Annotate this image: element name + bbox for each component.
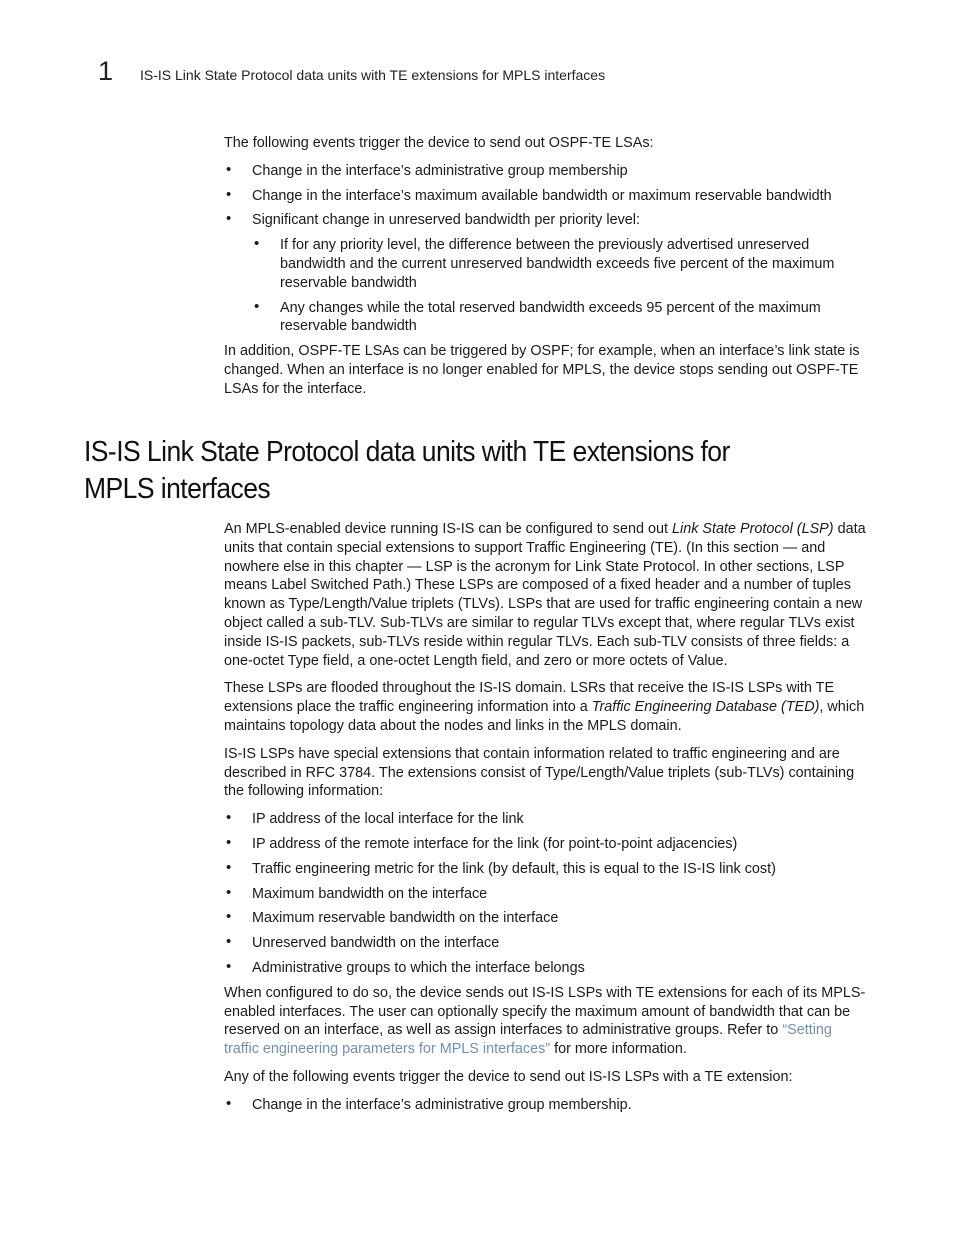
list-item: • Change in the interface’s administrative group membership [224, 162, 870, 181]
ospf-closing-paragraph: In addition, OSPF-TE LSAs can be triggered by OSPF; for example, when an interface’s link state is changed. When an interface is no longer enabled for MPLS, the device stops sending out OSPF-TE LSAs for the interface. [224, 343, 860, 397]
list-item-text: Significant change in unreserved bandwidth per priority level: [252, 212, 640, 229]
priority-level-sublist [252, 236, 870, 336]
isis-te-block [224, 520, 870, 1121]
list-item: • Administrative groups to which the interface belongs [224, 959, 870, 978]
list-item: • Maximum bandwidth on the interface [224, 885, 870, 904]
isis-events-list [224, 1096, 870, 1115]
list-item: • Maximum reservable bandwidth on the interface [224, 909, 870, 928]
heading-line-2: MPLS interfaces [84, 473, 271, 505]
term-lsp: Link State Protocol (LSP) [672, 521, 834, 537]
paragraph-text: for more information. [550, 1041, 687, 1058]
isis-events-intro-paragraph: Any of the following events trigger the device to send out IS-IS LSPs with a TE extension: [224, 1068, 793, 1085]
ospf-intro-paragraph: The following events trigger the device to send out OSPF-TE LSAs: [224, 135, 654, 151]
list-item: • Traffic engineering metric for the link (by default, this is equal to the IS-IS link cost) [224, 860, 870, 879]
list-item: • If for any priority level, the difference between the previously advertised unreserved bandwidth and the current unreserved bandwidth exceeds five percent of the maximum reservable bandwidth [252, 236, 870, 292]
ospf-te-events-block [224, 134, 870, 408]
paragraph-text: data units that contain special extensions to support Traffic Engineering (TE). (In this section — and nowhere else in this chapter — LSP is the acronym for Link State Protocol. In other sections, LSP means Label Switched Path.) These LSPs are composed of a fixed header and a number of tuples known as Type/Length/Value triplets (TLVs). LSPs that are used for traffic engineering contain a new object called a sub-TLV. Sub-TLVs are similar to regular TLVs except that, where regular TLVs exist inside IS-IS packets, sub-TLVs reside within regular TLVs. Each sub-TLV consists of three fields: a one-octet Type field, a one-octet Length field, and zero or more octets of Value. [224, 521, 866, 669]
isis-configured-paragraph [224, 984, 870, 1059]
list-item: • IP address of the local interface for the link [224, 810, 870, 829]
page-header [98, 56, 898, 90]
chapter-number: 1 [98, 56, 114, 86]
setting-te-parameters-link[interactable]: “Setting traffic engineering parameters for MPLS interfaces” [224, 1022, 832, 1058]
isis-intro-paragraph [224, 520, 870, 670]
section-heading [84, 434, 754, 508]
running-title: IS-IS Link State Protocol data units with TE extensions for MPLS interfaces [140, 67, 606, 83]
paragraph-text: When configured to do so, the device sends out IS-IS LSPs with TE extensions for each of its MPLS-enabled interfaces. The user can optionally specify the maximum amount of bandwidth that can be reserved on an interface, as well as assign interfaces to administrative groups. Refer to [224, 984, 866, 1039]
list-item: • IP address of the remote interface for the link (for point-to-point adjacencies) [224, 835, 870, 854]
isis-flooding-paragraph [224, 679, 870, 735]
list-item: • Change in the interface’s maximum available bandwidth or maximum reservable bandwidth [224, 187, 870, 206]
list-item: • Change in the interface’s administrative group membership. [224, 1096, 870, 1115]
list-item [224, 211, 870, 336]
paragraph-text: , which maintains topology data about the nodes and links in the MPLS domain. [224, 699, 865, 734]
isis-extensions-paragraph: IS-IS LSPs have special extensions that contain information related to traffic engineering and are described in RFC 3784. The extensions consist of Type/Length/Value triplets (sub-TLVs) containing the following information: [224, 745, 855, 800]
sub-tlv-info-list [224, 810, 870, 978]
list-item: • Unreserved bandwidth on the interface [224, 934, 870, 953]
list-item: • Any changes while the total reserved bandwidth exceeds 95 percent of the maximum reservable bandwidth [252, 299, 870, 337]
ospf-events-list [224, 162, 870, 336]
paragraph-text: An MPLS-enabled device running IS-IS can be configured to send out [224, 521, 672, 537]
heading-line-1: IS-IS Link State Protocol data units with TE extensions for [84, 436, 730, 468]
term-ted: Traffic Engineering Database (TED) [591, 699, 820, 716]
paragraph-text: These LSPs are flooded throughout the IS-IS domain. LSRs that receive the IS-IS LSPs with TE extensions place the traffic engineering information into a [224, 680, 835, 716]
